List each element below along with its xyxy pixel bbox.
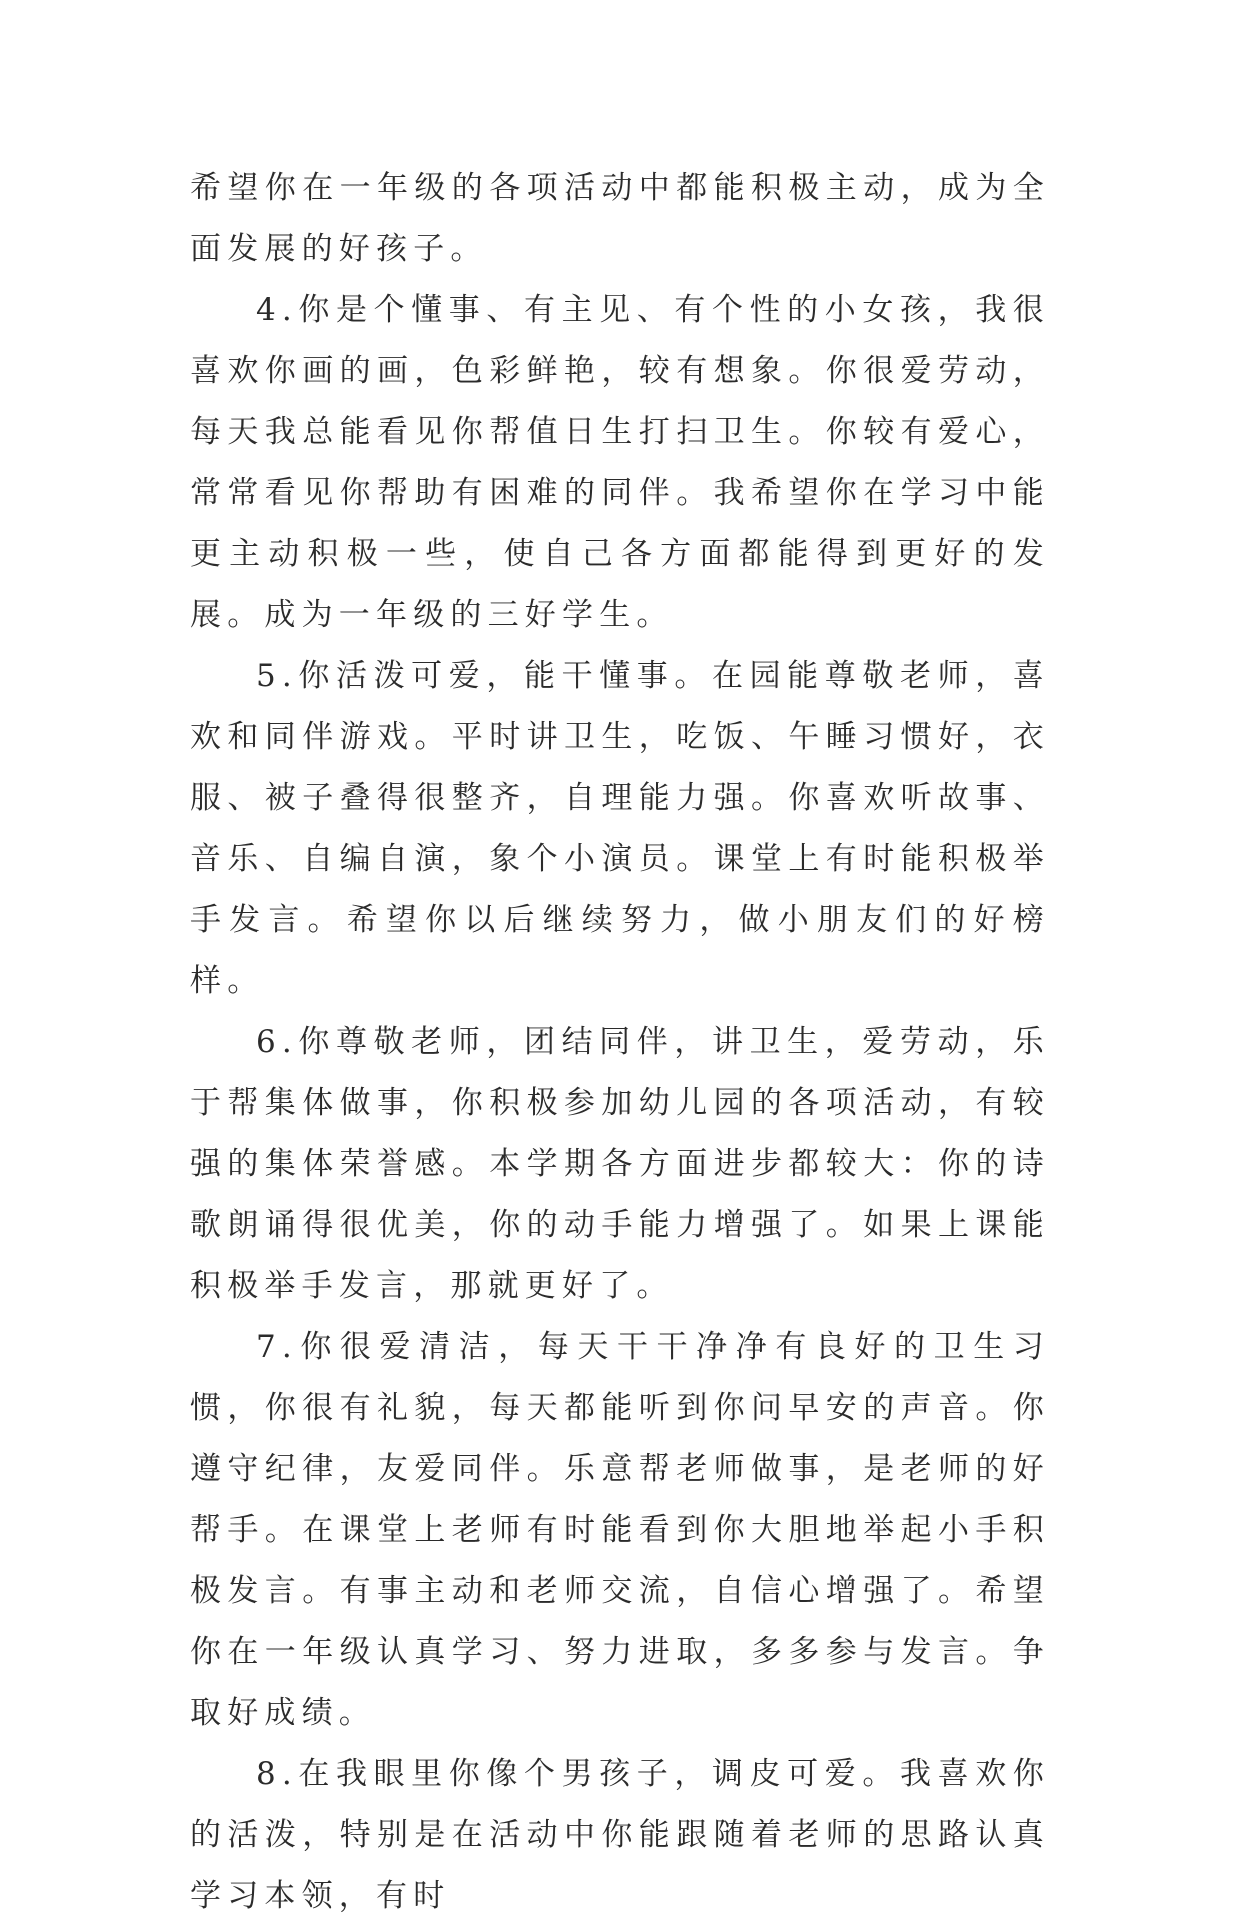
paragraph-item-4: 4.你是个懂事、有主见、有个性的小女孩，我很喜欢你画的画，色彩鲜艳，较有想象。你很爱劳动，每天我总能看见你帮值日生打扫卫生。你较有爱心，常常看见你帮助有困难的同伴。我希望你在学习中能更主动积极一些，使自己各方面都能得到更好的发展。成为一年级的三好学生。 [190, 292, 1050, 633]
paragraph-item-7: 7.你很爱清洁，每天干干净净有良好的卫生习惯，你很有礼貌，每天都能听到你问早安的声音。你遵守纪律，友爱同伴。乐意帮老师做事，是老师的好帮手。在课堂上老师有时能看到你大胆地举起小手积极发言。有事主动和老师交流，自信心增强了。希望你在一年级认真学习、努力进取，多多参与发言。争取好成绩。 [190, 1329, 1050, 1731]
document-body [190, 158, 1050, 1927]
paragraph-item-6: 6.你尊敬老师，团结同伴，讲卫生，爱劳动，乐于帮集体做事，你积极参加幼儿园的各项活动，有较强的集体荣誉感。本学期各方面进步都较大：你的诗歌朗诵得很优美，你的动手能力增强了。如果上课能积极举手发言，那就更好了。 [190, 1024, 1050, 1304]
paragraph-item-5: 5.你活泼可爱，能干懂事。在园能尊敬老师，喜欢和同伴游戏。平时讲卫生，吃饭、午睡习惯好，衣服、被子叠得很整齐，自理能力强。你喜欢听故事、音乐、自编自演，象个小演员。课堂上有时能积极举手发言。希望你以后继续努力，做小朋友们的好榜样。 [190, 658, 1050, 999]
paragraph-item-8: 8.在我眼里你像个男孩子，调皮可爱。我喜欢你的活泼，特别是在活动中你能跟随着老师的思路认真学习本领，有时 [190, 1756, 1050, 1914]
paragraph-continuation: 希望你在一年级的各项活动中都能积极主动，成为全面发展的好孩子。 [190, 170, 1050, 267]
